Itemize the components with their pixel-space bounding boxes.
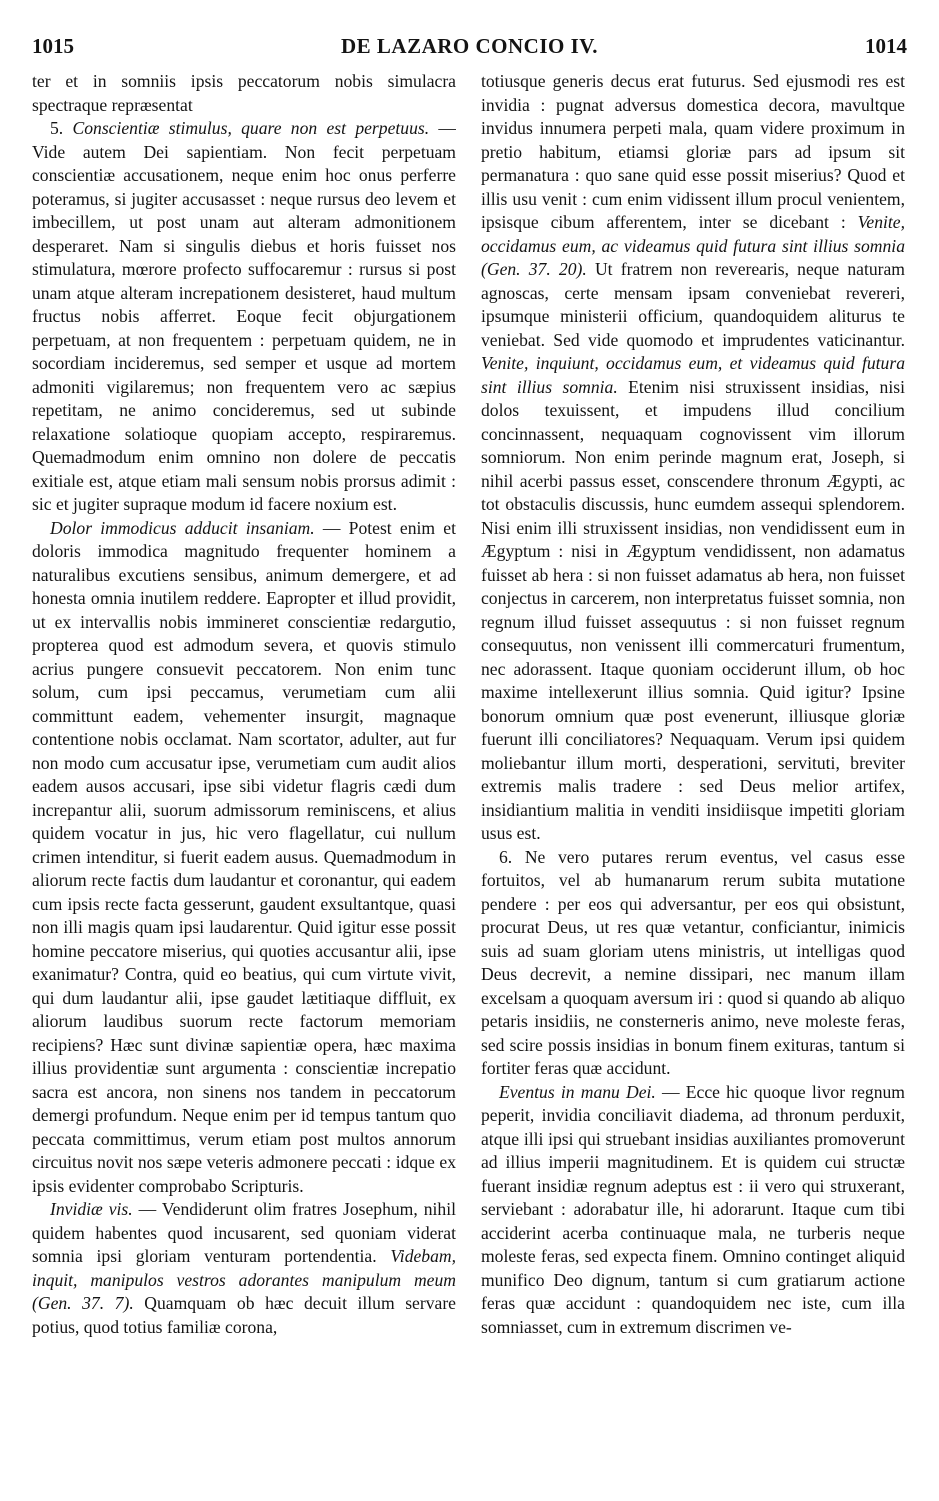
section-heading: Conscientiæ stimulus, quare non est perpetuus. xyxy=(72,118,430,138)
paragraph-eventus xyxy=(481,1081,905,1340)
scripture-quote: Videbam, inquit, manipulos vestros adorantes manipulum meum (Gen. 37. 7). xyxy=(32,1246,456,1313)
paragraph-text: totiusque generis decus erat futurus. Sed ejusmodi res est invidia : pugnat adversus domestica decora, mavultque invidus innumera perpeti mala, quam videre proximum in pretio habitum, etiamsi gloriæ pars ad ipsum sit permanatura : quo sane quid esse possit miserius? Quod et illis usu venit : cum enim vidissent illum procul venientem, ipsisque cibum afferentem, inter se dicebant : xyxy=(481,71,905,232)
section-heading: Invidiæ vis. xyxy=(50,1199,133,1219)
section-heading: Dolor immodicus adducit insaniam. xyxy=(50,517,315,538)
paragraph-section-6: 6. Ne vero putares rerum eventus, vel casus esse fortuitos, vel ab humanarum rerum subita mutatione pendere : per eos qui adversantur, per eos qui obsistunt, procurat Deus, ut res quæ vetantur, conficiantur, inimicis suis ad suam gloriam utens ministris, ut intelligas quod Deus decrevit, a nemine dissipari, nec manum illam excelsam a quoquam aversum iri : quod si quando ab aliquo petaris insidiis, ne consterneris animo, neve moleste feras, sed scire possis insidias in bonum finem exituras, tantum si fortiter feras quæ accidunt. xyxy=(481,846,905,1078)
left-column xyxy=(32,70,456,1490)
section-heading: Eventus in manu Dei. xyxy=(499,1081,656,1102)
paragraph-text: Ut fratrem non reverearis, neque naturam agnoscas, certe mensam ipsam conveniebat revereri, ipsumque ministerii officium, quandoquidem aliturus te veniebat. Sed vide quomodo et imprudentes vaticinantur. xyxy=(481,259,905,350)
paragraph-continuation xyxy=(481,70,905,846)
paragraph-section-5 xyxy=(32,117,456,517)
running-title: DE LAZARO CONCIO IV. xyxy=(341,34,598,58)
section-number: 5. xyxy=(50,118,73,138)
paragraph-dolor xyxy=(32,517,456,1199)
paragraph-continuation: ter et in somniis ipsis peccatorum nobis simulacra spectraque repræsentat xyxy=(32,71,456,115)
paragraph-text: Quamquam ob hæc decuit illum servare potius, quod totius familiæ corona, xyxy=(32,1293,456,1337)
left-page-number: 1015 xyxy=(32,34,74,58)
page-header xyxy=(32,34,907,64)
paragraph-text: — Vendiderunt olim fratres Josephum, nihil quidem habentes quod incusarent, sed quoniam viderat somnia ipsi gloriam venturam portendentia. xyxy=(32,1199,456,1266)
paragraph-invidia xyxy=(32,1198,456,1339)
paragraph-text: Etenim nisi struxissent insidias, nisi dolos texuissent, et impudens illud concilium concinnassent, nequaquam cognovissent vim illorum somniorum. Non enim perinde magnum erat, Joseph, si nihil acerbi passus esset, conscendere thronum Ægypti, ac tot obstaculis discussis, hunc eumdem assequi splendorem. Nisi enim illi struxissent insidias, non vendidissent eum in Ægyptum : nisi in Ægyptum vendidissent, non adamatus fuisset ab hera : si non fuisset adamatus ab hera, non fuisset conjectus in carcerem, non interpretatus fuisset somnia, non regnum illud fuisset assequutus : si non fuisset regnum consequutus, non venissent illi commercaturi frumentum, nec adorassent. Itaque quoniam occiderunt illum, ob hoc maxime intellexerunt illius somnia. Quid igitur? Ipsine bonorum omnium quæ post evenerunt, illiusque gloriæ fuerunt illi conciliatores? Nequaquam. Verum ipsi quidem moliebantur illum morti, desperationi, servituti, breviter extremis malis tradere : sed Deus melior artifex, insidiantium malitia in venditi insidiisque impetiti gloriam usus est. xyxy=(481,376,905,843)
paragraph-text: — Vide autem Dei sapientiam. Non fecit perpetuam conscientiæ accusationem, neque enim hoc onus perferre poteramus, si jugiter accusasset : neque rursus deo levem et imbecillem, ut post unam aut alteram admonitionem desperaret. Nam si singulis diebus et horis fuisset nos stimulatura, mœrore profecto suffocaremur : rursus si post unam atque alteram increpationem desisteret, haud multum fructus nobis afferret. Eoque fecit objurgationem perpetuam, at non frequentem : perpetuam quidem, ne in socordiam incideremus, sed semper et usque ad mortem admoniti vigilaremus; non frequentem vero ac sæpius repetitam, ne animo concideremus, sed ut subinde relaxatione solatioque quopiam accepto, respiraremus. Quemadmodum enim omnino non dolere de peccatis exitiale est, atque etiam mali sensum nobis prorsus adimit : sic et jugiter supraque modum id facere noxium est. xyxy=(32,118,456,514)
paragraph-text: — Ecce hic quoque livor regnum peperit, invidia conciliavit diadema, ad thronum perduxit, atque illi ipsi qui struebant insidias auxiliantes promoverunt ad illius imperii magnitudinem. Et is quidem cui structæ fuerant insidiæ regnum adeptus est : ii vero qui struxerant, serviebant : adorabatur ille, hi adorarunt. Itaque cum tibi acciderint acerba continuaque mala, ne turberis neque moleste feras, sed expecta finem. Omnino continget aliquid munifico Deo dignum, tantum si cum gratiarum actione feras quæ accidunt : quandoquidem nec iste, cum illa somniasset, cum in extremum discrimen ve- xyxy=(481,1081,905,1337)
right-column xyxy=(481,70,905,1490)
scripture-quote: Venite, inquiunt, occidamus eum, et videamus quid futura sint illius somnia. xyxy=(481,353,905,397)
paragraph-text: — Potest enim et doloris immodica magnitudo frequenter hominem a naturalibus excutiens sensibus, animum demergere, et ad honesta omnia inutilem reddere. Eapropter et illud providit, ut ex intervallis nobis immineret conscientiæ redargutio, propterea quod est admodum severa, et quovis stimulo acrius pungere consuevit peccatorem. Non enim tunc solum, cum ipsi peccamus, verumetiam cum alii committunt eadem, vehementer insurgit, magnaque contentione nobis occlamat. Nam scortator, adulter, aut fur non modo cum accusatur ipse, verumetiam cum audit alios eadem ausos accusari, ipse sibi videtur flagris cædi dum increpantur alii, suorum admissorum reminiscens, et alius quidem vocatur in jus, hic vero flagellatur, cui nullum crimen intenditur, si fuerit eadem ausus. Quemadmodum in aliorum recte factis dum laudantur et coronantur, qui eadem cum ipsis recte facta gesserunt, gaudent exsultantque, quasi non illi magis quam ipsi laudarentur. Quid igitur esse possit homine peccatore miserius, qui quoties accusantur alii, ipse exanimatur? Contra, quid eo beatius, qui cum virtute vivit, qui dum laudantur alii, ipse gaudet lætitiaque diffluit, ex aliorum laudibus suorum recte factorum memoriam recipiens? Hæc sunt divinæ sapientiæ opera, hæc maxima illius providentiæ sunt argumenta : conscientiæ increpatio sacra est ancora, non sinens nos tandem in peccatorum demergi profundum. Neque enim per id tempus tantum quo peccata committimus, verum etiam post multos annorum circuitus novit nos sæpe veteris admonere peccati : idque ex ipsis evidenter comprobabo Scripturis. xyxy=(32,517,456,1196)
right-page-number: 1014 xyxy=(865,34,907,58)
scripture-quote: Venite, occidamus eum, ac videamus quid futura sint illius somnia (Gen. 37. 20). xyxy=(481,212,905,279)
